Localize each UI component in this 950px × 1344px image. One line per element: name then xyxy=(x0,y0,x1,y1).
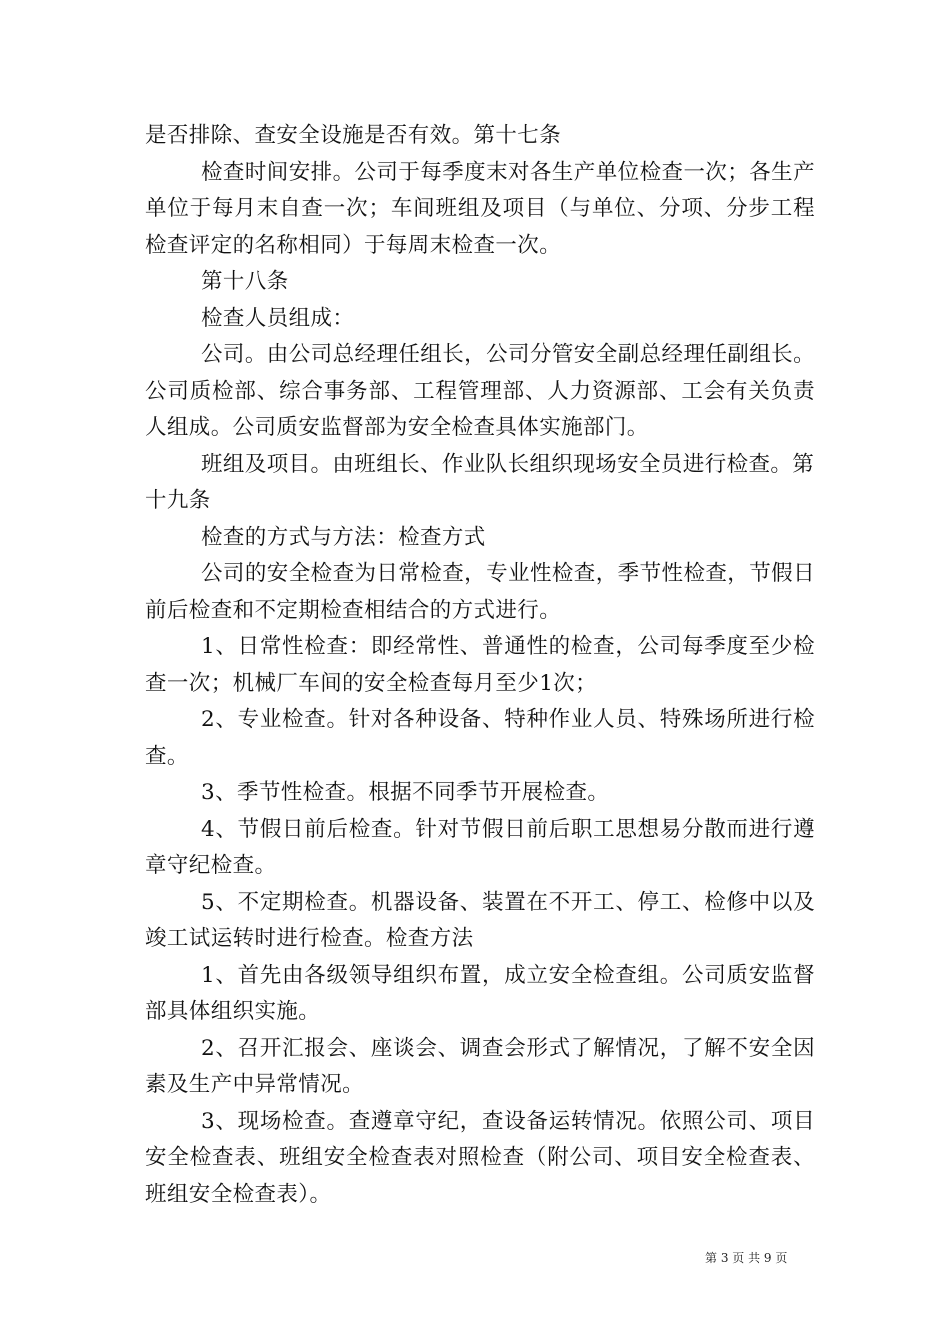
list-item-professional-check: 2、专业检查。针对各种设备、特种作业人员、特殊场所进行检查。 xyxy=(145,707,815,769)
document-body xyxy=(145,118,815,1213)
paragraph-methods-overview: 公司的安全检查为日常检查，专业性检查，季节性检查，节假日前后检查和不定期检查相结合的方式进行。 xyxy=(145,561,815,623)
list-item-method-organize: 1、首先由各级领导组织布置，成立安全检查组。公司质安监督部具体组织实施。 xyxy=(145,962,815,1024)
paragraph-company-team: 公司。由公司总经理任组长，公司分管安全副总经理任副组长。公司质检部、综合事务部、工程管理部、人力资源部、工会有关负责人组成。公司质安监督部为安全检查具体实施部门。 xyxy=(145,342,815,440)
article-heading-18: 第十八条 xyxy=(201,269,289,294)
paragraph-inspection-schedule: 检查时间安排。公司于每季度末对各生产单位检查一次；各生产单位于每月末自查一次；车间班组及项目（与单位、分项、分步工程检查评定的名称相同）于每周末检查一次。 xyxy=(145,159,815,258)
list-item-method-site-check: 3、现场检查。查遵章守纪，查设备运转情况。依照公司、项目安全检查表、班组安全检查表对照检查（附公司、项目安全检查表、班组安全检查表）。 xyxy=(145,1108,815,1207)
list-item-daily-check: 1、日常性检查：即经常性、普通性的检查，公司每季度至少检查一次；机械厂车间的安全检查每月至少1次； xyxy=(145,634,815,696)
page-number-label: 第 3 页 共 9 页 xyxy=(705,1251,788,1265)
list-item-holiday-check: 4、节假日前后检查。针对节假日前后职工思想易分散而进行遵章守纪检查。 xyxy=(145,816,815,878)
paragraph-team-project: 班组及项目。由班组长、作业队长组织现场安全员进行检查。第十九条 xyxy=(145,451,815,513)
list-item-irregular-check: 5、不定期检查。机器设备、装置在不开工、停工、检修中以及竣工试运转时进行检查。检查方法 xyxy=(145,889,815,951)
paragraph-inspection-staff-heading: 检查人员组成： xyxy=(201,305,355,331)
page-number-footer xyxy=(705,1250,787,1266)
paragraph-methods-heading: 检查的方式与方法：检查方式 xyxy=(201,524,486,550)
paragraph-continuation: 是否排除、查安全设施是否有效。第十七条 xyxy=(145,123,562,148)
list-item-seasonal-check: 3、季节性检查。根据不同季节开展检查。 xyxy=(201,780,610,805)
list-item-method-meetings: 2、召开汇报会、座谈会、调查会形式了解情况，了解不安全因素及生产中异常情况。 xyxy=(145,1035,815,1097)
